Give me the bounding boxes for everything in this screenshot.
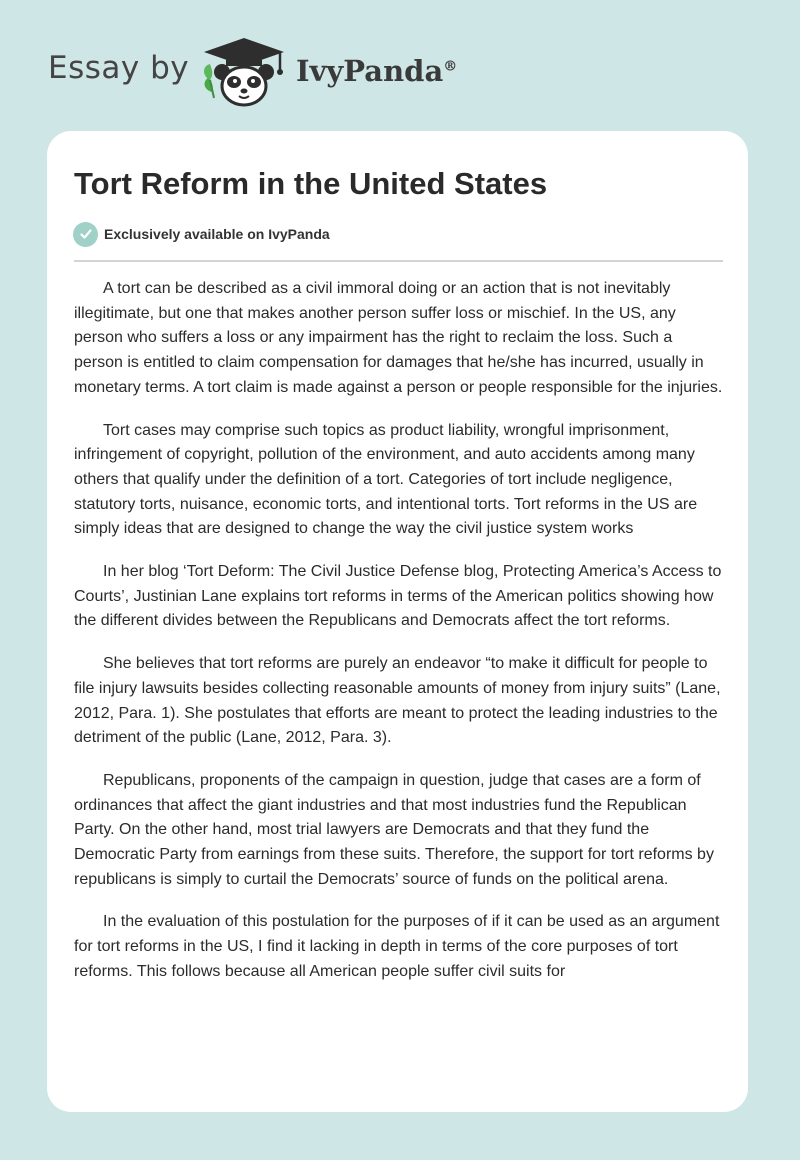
exclusive-badge bbox=[73, 221, 330, 247]
site-header bbox=[0, 0, 800, 130]
divider bbox=[74, 260, 723, 262]
check-circle-icon bbox=[73, 222, 98, 247]
panda-graduation-cap-icon[interactable] bbox=[198, 36, 290, 108]
essay-body bbox=[74, 277, 724, 1003]
brand-prefix: Essay by bbox=[48, 50, 190, 86]
paragraph: A tort can be described as a civil immoral doing or an action that is not inevitably illegitimate, but one that makes another person suffer loss or mischief. In the US, any person who suffers a loss or any impairment has the right to reclaim the loss. Such a person is entitled to claim compensation for damages that he/she has incurred, usually in monetary terms. A tort claim is made against a person or people responsible for the injuries. bbox=[74, 280, 723, 396]
essay-card bbox=[47, 131, 748, 1112]
paragraph: In her blog ‘Tort Deform: The Civil Justice Defense blog, Protecting America’s Access to Courts’, Justinian Lane explains tort reforms in terms of the American politics showing how the different divides between the Republicans and Democrats affect the tort reforms. bbox=[74, 563, 722, 630]
registered-mark: ® bbox=[443, 58, 458, 75]
paragraph: Republicans, proponents of the campaign in question, judge that cases are a form of ordinances that affect the giant industries and that most industries fund the Republican Party. On the other hand, most trial lawyers are Democrats and that they fund the Democratic Party from earnings from these suits. Therefore, the support for tort reforms by republicans is simply to curtail the Democrats’ source of funds on the political arena. bbox=[74, 771, 714, 888]
paragraph: Tort cases may comprise such topics as product liability, wrongful imprisonment, infringement of copyright, pollution of the environment, and auto accidents among many others that qualify under the definition of a tort. Categories of tort include negligence, statutory torts, nuisance, economic torts, and intentional torts. Tort reforms in the US are simply ideas that are designed to change the way the civil justice system works bbox=[74, 421, 698, 538]
page-title: Tort Reform in the United States bbox=[74, 166, 548, 201]
brand-name-text: IvyPanda bbox=[296, 54, 444, 88]
paragraph: She believes that tort reforms are purely an endeavor “to make it difficult for people to file injury lawsuits besides collecting reasonable amounts of money from injury suits” (Lane, 2012, Para. 1). She postulates that efforts are meant to protect the leading industries to the detriment of the public (Lane, 2012, Para. 3). bbox=[74, 655, 721, 747]
badge-label: Exclusively available on IvyPanda bbox=[104, 226, 330, 242]
paragraph: In the evaluation of this postulation for the purposes of if it can be used as an argument for tort reforms in the US, I find it lacking in depth in terms of the core purposes of tort reforms. This follows because all American people suffer civil suits for bbox=[74, 913, 720, 980]
brand-name[interactable] bbox=[296, 54, 457, 88]
